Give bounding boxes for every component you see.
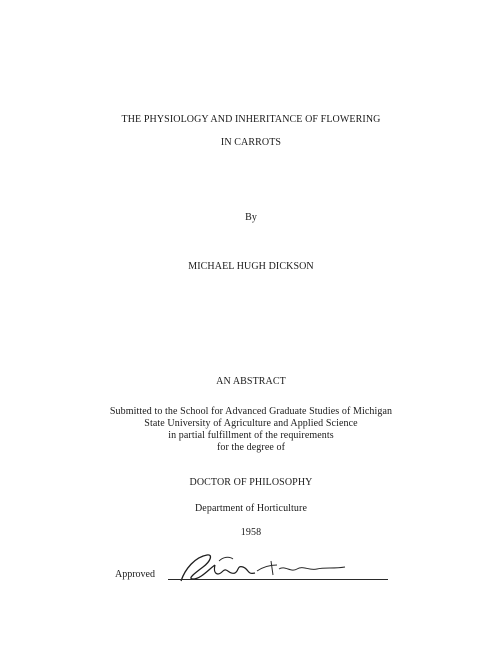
author-name: MICHAEL HUGH DICKSON [188, 261, 314, 272]
approval-block [115, 551, 405, 591]
submission-line-3: in partial fulfillment of the requirements [168, 430, 334, 441]
signature-line [168, 579, 388, 580]
title-line-2: IN CARROTS [220, 137, 282, 148]
title-line-1: THE PHYSIOLOGY AND INHERITANCE OF FLOWERING [121, 114, 381, 125]
approved-label: Approved [115, 569, 155, 580]
degree: DOCTOR OF PHILOSOPHY [189, 477, 313, 488]
by-label: By [245, 212, 257, 223]
submission-line-1: Submitted to the School for Advanced Graduate Studies of Michigan [109, 406, 393, 417]
department: Department of Horticulture [194, 503, 307, 514]
submission-line-4: for the degree of [216, 442, 286, 453]
year: 1958 [240, 527, 262, 538]
submission-line-2: State University of Agriculture and Applied Science [144, 418, 358, 429]
document-type: AN ABSTRACT [216, 376, 286, 387]
